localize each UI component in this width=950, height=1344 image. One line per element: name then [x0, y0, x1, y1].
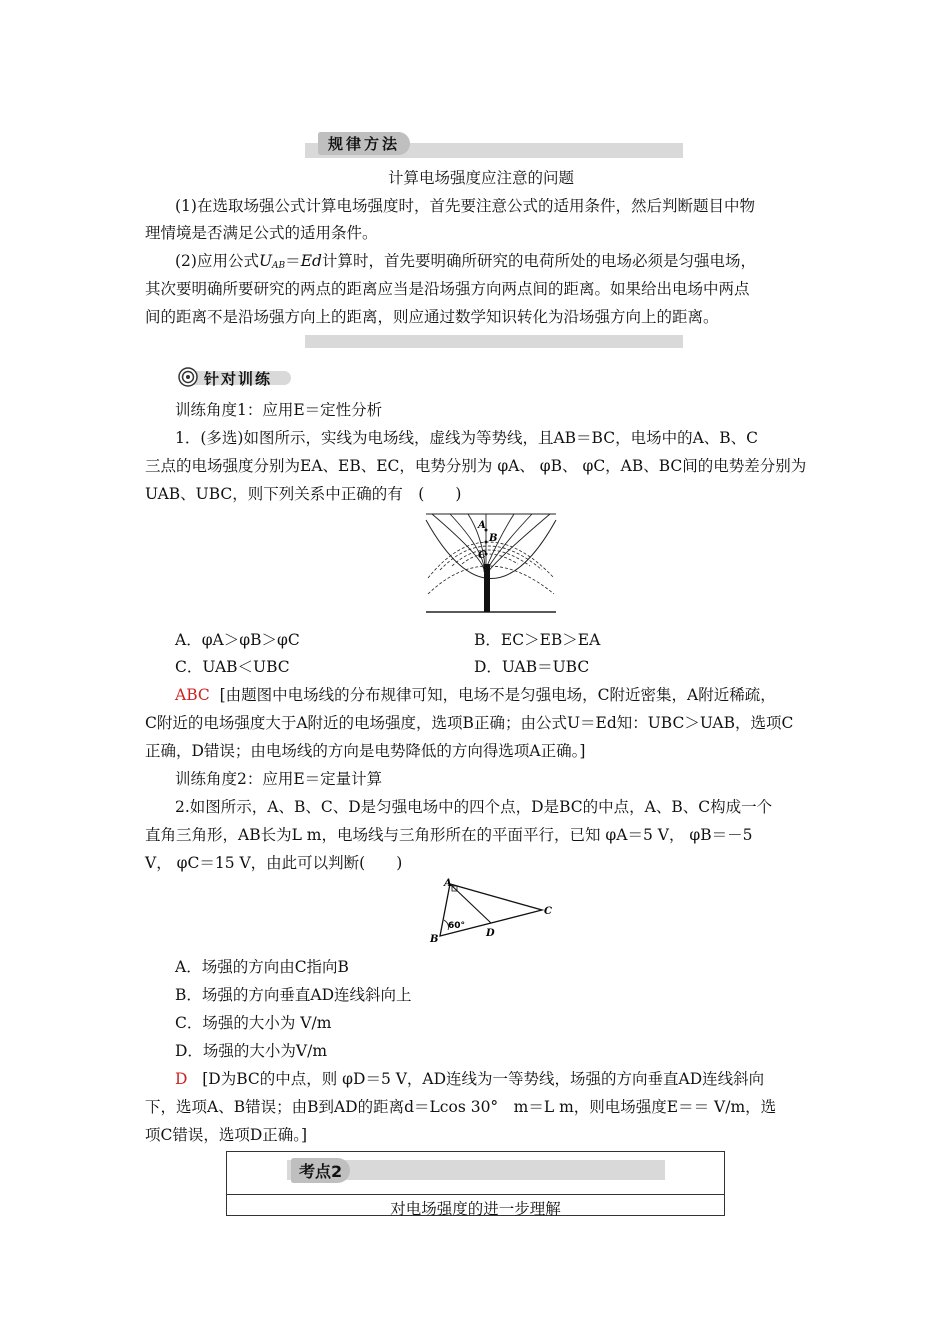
angle1-heading: 训练角度1：应用E＝定性分析 [175, 401, 383, 419]
zhendui-banner [178, 367, 293, 387]
a1-text1: [由题图中电场线的分布规律可知，电场不是匀强电场，C附近密集，A附近稀疏， [219, 686, 776, 704]
a1-line3: 正确，D错误；由电场线的方向是电势降低的方向得选项A正确。] [145, 742, 586, 760]
q2-triangle-figure [428, 876, 558, 946]
q1-fig-label-a: A [478, 520, 486, 531]
kaodian-banner-tag: 考点2 [291, 1158, 350, 1183]
q1-option-b[interactable]: B．EC＞EB＞EA [474, 631, 601, 649]
q1-option-c[interactable]: C．UAB＜UBC [175, 658, 290, 676]
q1-line1: 1．(多选)如图所示，实线为电场线，虚线为等势线，且AB＝BC，电场中的A、B、C [175, 429, 759, 447]
q2-line3: V， φC＝15 V，由此可以判断( ) [145, 854, 403, 872]
guilv-p2-line1: (2)应用公式$U_{AB}=Ed$计算时，首先要明确所研究的电荷所处的电场必须是匀强电场， [175, 252, 756, 271]
q2-fig-label-angle: 60° [448, 921, 466, 931]
kaodian-title: 对电场强度的进一步理解 [390, 1200, 561, 1218]
guilv-banner-tag: 规律方法 [318, 132, 410, 155]
a2-line3: 项C错误，选项D正确。] [145, 1126, 308, 1144]
guilv-p2-line2: 其次要明确所要研究的两点的距离应当是沿场强方向两点间的距离。如果给出电场中两点 [145, 280, 750, 298]
a2-line1 [175, 1067, 764, 1089]
guilv-p1-line2: 理情境是否满足公式的适用条件。 [145, 224, 378, 242]
guilv-p2-text-a: (2)应用公式 [175, 252, 259, 270]
a1-line1 [175, 683, 776, 705]
angle2-heading: 训练角度2：应用E＝定量计算 [175, 770, 383, 788]
q1-line3: UAB、UBC，则下列关系中正确的有 ( ) [145, 485, 462, 503]
q2-fig-label-d: D [486, 928, 495, 939]
q1-option-d[interactable]: D．UAB＝UBC [474, 658, 590, 676]
a2-text1: [D为BC的中点，则 φD＝5 V，AD连线为一等势线，场强的方向垂直AD连线斜向 [202, 1070, 765, 1088]
q2-option-a[interactable]: A．场强的方向由C指向B [175, 958, 349, 976]
q2-line1: 2.如图所示，A、B、C、D是匀强电场中的四个点，D是BC的中点，A、B、C构成一个 [175, 798, 773, 816]
a2-answer: D [175, 1070, 188, 1088]
a1-line2: C附近的电场强度大于A附近的电场强度，选项B正确；由公式U＝Ed知：UBC＞UAB，选项C [145, 714, 794, 732]
a1-answer: ABC [175, 686, 210, 704]
q1-field-figure [422, 512, 560, 616]
q2-option-d[interactable]: D．场强的大小为V/m [175, 1042, 328, 1060]
q2-option-c[interactable]: C．场强的大小为 V/m [175, 1014, 332, 1032]
zhendui-banner-tag: 针对训练 [204, 370, 273, 388]
q2-fig-label-a: A [444, 878, 452, 889]
kaodian-box [226, 1151, 725, 1216]
guilv-p2-line3: 间的距离不是沿场强方向上的距离，则应通过数学知识转化为沿场强方向上的距离。 [145, 308, 719, 326]
q1-fig-label-c: C [478, 550, 486, 561]
q2-fig-label-b: B [430, 934, 439, 945]
q1-fig-label-b: B [489, 533, 498, 544]
q1-option-a[interactable]: A．φA＞φB＞φC [175, 631, 300, 649]
guilv-p1-line1: (1)在选取场强公式计算电场强度时，首先要注意公式的适用条件，然后判断题目中物 [175, 197, 755, 215]
guilv-bottom-bar [305, 335, 683, 348]
q1-line2: 三点的电场强度分别为EA、EB、EC，电势分别为 φA、 φB、 φC，AB、BC间的电势差分别为 [145, 457, 807, 475]
a2-line2: 下，选项A、B错误；由B到AD的距离d＝Lcos 30° m＝L m，则电场强度E＝＝ V/m，选 [145, 1098, 777, 1116]
guilv-p2-text-b: 计算时，首先要明确所研究的电荷所处的电场必须是匀强电场， [321, 252, 756, 270]
q2-fig-label-c: C [544, 906, 552, 917]
kaodian-divider [227, 1194, 724, 1195]
guilv-title: 计算电场强度应注意的问题 [388, 169, 575, 187]
q2-option-b[interactable]: B．场强的方向垂直AD连线斜向上 [175, 986, 412, 1004]
q2-line2: 直角三角形，AB长为L m，电场线与三角形所在的平面平行，已知 φA＝5 V， φB＝－5 [145, 826, 753, 844]
